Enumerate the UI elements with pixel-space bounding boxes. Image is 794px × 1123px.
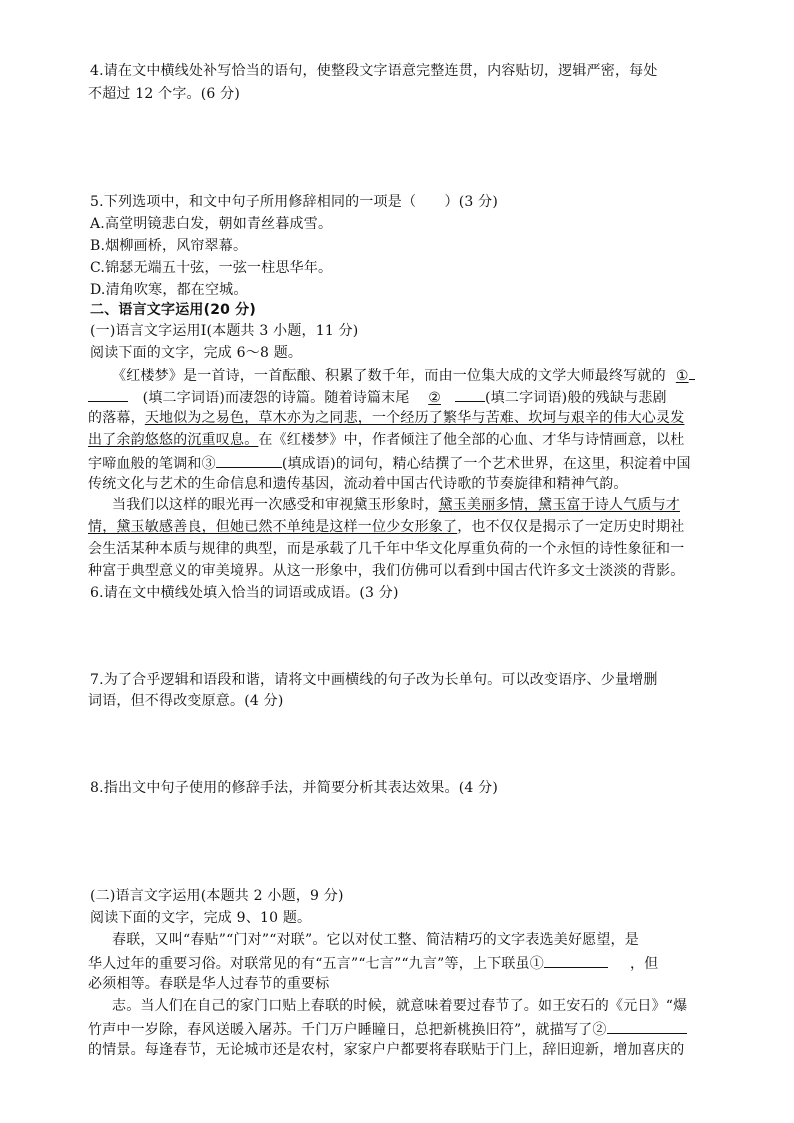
blank-3 [216, 453, 282, 468]
section-title: 二、语言文字运用(20 分) [90, 302, 256, 318]
p1-line4: 出了余韵悠悠的沉重叹息。在《红楼梦》中，作者倾注了他全部的心血、才华与诗情画意，以杜 [88, 432, 685, 448]
q5-option-d: D.清角吹寒，都在空城。 [90, 282, 248, 298]
p2-line2: 情，黛玉敏感善良，但她已然不单纯是这样一位少女形象了，也不仅仅是揭示了一定历史时期社 [88, 519, 685, 535]
q5-option-a: A.高堂明镜悲白发，朝如青丝暮成雪。 [90, 216, 333, 232]
underlined-sentence-1-cont: 出了余韵悠悠的沉重叹息。 [88, 432, 259, 448]
p3-line2: 华人过年的重要习俗。对联常见的有“五言”“七言”“九言”等，上下联虽① ，但 [88, 953, 734, 974]
q5-option-c: C.锦瑟无端五十弦，一弦一柱思华年。 [90, 260, 333, 276]
p2-line4: 种富于典型意义的审美境界。从这一形象中，我们仿佛可以看到中国古代许多文士淡淡的背影。 [88, 563, 685, 579]
q8: 8.指出文中句子使用的修辞手法，并简要分析其表达效果。(4 分) [90, 780, 499, 796]
blank-4 [544, 953, 608, 968]
part1-intro: 阅读下面的文字，完成 6～8 题。 [90, 345, 303, 361]
q6: 6.请在文中横线处填入恰当的词语或成语。(3 分) [90, 585, 399, 601]
p2-line3: 会生活某种本质与规律的典型，而是承载了几千年中华文化厚重负荷的一个永恒的诗性象征和一 [88, 541, 685, 557]
part2-title: (二)语言文字运用(本题共 2 小题，9 分) [90, 888, 344, 904]
blank-2: ② [428, 390, 442, 406]
p1-line6: 传统文化与艺术的生命信息和遗传基因，流动着中国古代诗歌的节奏旋律和精神气韵。 [88, 476, 628, 492]
q4-line2: 不超过 12 个字。(6 分) [88, 86, 240, 102]
p1-line3: 的落幕，天地似为之易色，草木亦为之同悲，一个经历了繁华与苦难、坎坷与艰辛的伟大心灵发 [88, 410, 685, 426]
p1-line5: 宇啼血般的笔调和③ (填成语)的词句，精心结撰了一个艺术世界，在这里，积淀着中国 [88, 453, 734, 474]
p3-line4: 志。当人们在自己的家门口贴上春联的时候，就意味着要过春节了。如王安石的《元日》“爆 [112, 998, 688, 1014]
p3-line6: 的情景。每逢春节，无论城市还是农村，家家户户都要将春联贴于门上，辞旧迎新，增加喜庆的 [88, 1042, 685, 1058]
p3-line1: 春联，又叫“春贴”“门对”“对联”。它以对仗工整、简洁精巧的文字表选美好愿望，是 [112, 932, 639, 948]
p1-line1: 《红楼梦》是一首诗，一首酝酿、积累了数千年，而由一位集大成的文学大师最终写就的 ① [112, 365, 734, 386]
blank-1: ① [675, 368, 689, 384]
p3-line3: 必须相等。春联是华人过春节的重要标 [88, 976, 330, 992]
q5-option-b: B.烟柳画桥，风帘翠幕。 [90, 238, 248, 254]
q5-stem: 5.下列选项中，和文中句子所用修辞相同的一项是（ ）(3 分) [90, 194, 499, 210]
q4-line1: 4.请在文中横线处补写恰当的语句，使整段文字语意完整连贯，内容贴切，逻辑严密，每处 [90, 63, 658, 79]
underlined-sentence-2: 黛玉美丽多情，黛玉富于诗人气质与才 [438, 497, 681, 513]
q7-line1: 7.为了合乎逻辑和语段和谐，请将文中画横线的句子改为长单句。可以改变语序、少量增删 [90, 672, 658, 688]
p1-line2: (填二字词语)而凄怨的诗篇。随着诗篇末尾 ② (填二字词语)般的残缺与悲剧 [88, 387, 734, 408]
p3-line5: 竹声中一岁除，春风送暖入屠苏。千门万户睡瞳日，总把新桃换旧符”，就描写了② [88, 1019, 734, 1040]
underlined-sentence-2-cont: 情，黛玉敏感善良，但她已然不单纯是这样一位少女形象了 [88, 519, 458, 535]
underlined-sentence-1: 天地似为之易色，草木亦为之同悲，一个经历了繁华与苦难、坎坷与艰辛的伟大心灵发 [144, 410, 685, 426]
blank-1-cont [88, 387, 128, 402]
part2-intro: 阅读下面的文字，完成 9、10 题。 [90, 910, 312, 926]
blank-5 [607, 1019, 687, 1034]
p2-line1: 当我们以这样的眼光再一次感受和审视黛玉形象时，黛玉美丽多情，黛玉富于诗人气质与才 [112, 497, 681, 513]
part1-title: (一)语言文字运用Ⅰ(本题共 3 小题，11 分) [90, 323, 359, 339]
q7-line2: 词语，但不得改变原意。(4 分) [88, 693, 284, 709]
